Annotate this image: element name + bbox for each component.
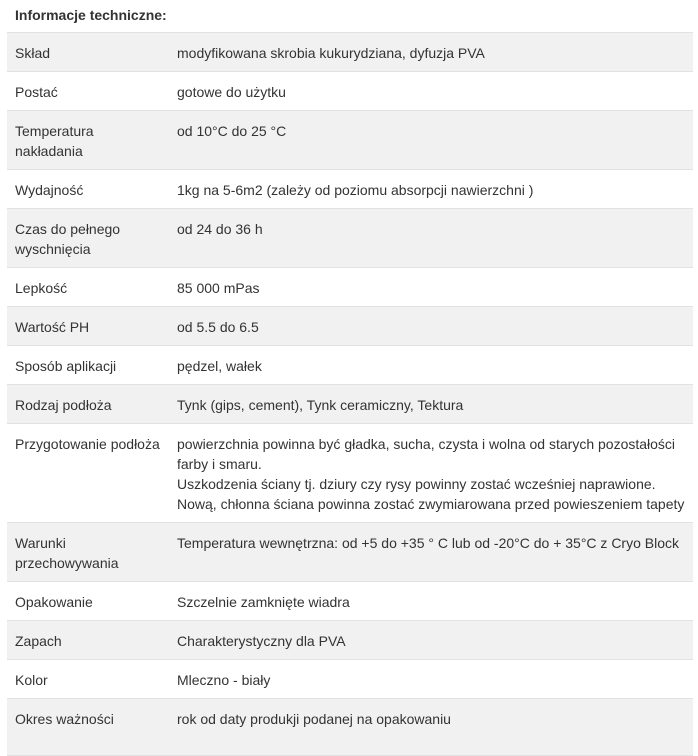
spec-label: Okres ważności bbox=[7, 699, 169, 756]
spec-value-line: pędzel, wałek bbox=[177, 358, 262, 374]
spec-label: Wartość PH bbox=[7, 307, 169, 346]
spec-value-line: od 24 do 36 h bbox=[177, 221, 263, 237]
spec-value-line: od 5.5 do 6.5 bbox=[177, 319, 259, 335]
spec-label: Przygotowanie podłoża bbox=[7, 424, 169, 523]
table-row bbox=[7, 209, 693, 268]
table-row bbox=[7, 621, 693, 660]
spec-label: Zapach bbox=[7, 621, 169, 660]
spec-label: Skład bbox=[7, 33, 169, 72]
table-row bbox=[7, 582, 693, 621]
table-row bbox=[7, 699, 693, 756]
spec-value-line: modyfikowana skrobia kukurydziana, dyfuzja PVA bbox=[177, 45, 485, 61]
technical-info-section bbox=[7, 0, 693, 756]
spec-value-line: Mleczno - biały bbox=[177, 672, 271, 688]
spec-value bbox=[169, 111, 693, 170]
spec-value-line: 85 000 mPas bbox=[177, 280, 260, 296]
spec-value bbox=[169, 660, 693, 699]
spec-value-line: 1kg na 5-6m2 (zależy od poziomu absorpcji nawierzchni ) bbox=[177, 182, 534, 198]
spec-value bbox=[169, 523, 693, 582]
table-row bbox=[7, 424, 693, 523]
spec-value bbox=[169, 385, 693, 424]
table-row bbox=[7, 72, 693, 111]
table-row bbox=[7, 170, 693, 209]
spec-label: Sposób aplikacji bbox=[7, 346, 169, 385]
spec-value bbox=[169, 582, 693, 621]
table-row bbox=[7, 385, 693, 424]
spec-value-line: Charakterystyczny dla PVA bbox=[177, 633, 346, 649]
spec-value bbox=[169, 621, 693, 660]
spec-value bbox=[169, 699, 693, 756]
spec-label: Czas do pełnego wyschnięcia bbox=[7, 209, 169, 268]
spec-table-body bbox=[7, 33, 693, 756]
spec-label: Rodzaj podłoża bbox=[7, 385, 169, 424]
table-row bbox=[7, 111, 693, 170]
spec-value-line: Szczelnie zamknięte wiadra bbox=[177, 594, 350, 610]
spec-table bbox=[7, 33, 693, 756]
table-row bbox=[7, 307, 693, 346]
spec-value bbox=[169, 33, 693, 72]
table-row bbox=[7, 523, 693, 582]
spec-label: Postać bbox=[7, 72, 169, 111]
spec-value bbox=[169, 209, 693, 268]
spec-label: Kolor bbox=[7, 660, 169, 699]
spec-label: Lepkość bbox=[7, 268, 169, 307]
spec-label: Opakowanie bbox=[7, 582, 169, 621]
spec-value bbox=[169, 170, 693, 209]
spec-value-line: powierzchnia powinna być gładka, sucha, czysta i wolna od starych pozostałości farby i smaru. bbox=[177, 436, 676, 472]
spec-value-line: Uszkodzenia ściany tj. dziury czy rysy powinny zostać wcześniej naprawione. Nową, chłonna ściana powinna zostać zwymiarowana przed powieszeniem tapety bbox=[177, 476, 685, 512]
section-title: Informacje techniczne: bbox=[7, 0, 693, 33]
spec-value bbox=[169, 307, 693, 346]
spec-value bbox=[169, 72, 693, 111]
spec-label: Wydajność bbox=[7, 170, 169, 209]
spec-value-line: gotowe do użytku bbox=[177, 84, 286, 100]
spec-value bbox=[169, 424, 693, 523]
table-row bbox=[7, 346, 693, 385]
table-row bbox=[7, 268, 693, 307]
spec-value-line: Temperatura wewnętrzna: od +5 do +35 ° C lub od -20°C do + 35°C z Cryo Block bbox=[177, 535, 680, 551]
table-row bbox=[7, 33, 693, 72]
spec-label: Warunki przechowywania bbox=[7, 523, 169, 582]
spec-label: Temperatura nakładania bbox=[7, 111, 169, 170]
spec-value-line: rok od daty produkji podanej na opakowaniu bbox=[177, 711, 451, 727]
spec-value-line: od 10°C do 25 °C bbox=[177, 123, 287, 139]
table-row bbox=[7, 660, 693, 699]
spec-value bbox=[169, 268, 693, 307]
spec-value bbox=[169, 346, 693, 385]
spec-value-line: Tynk (gips, cement), Tynk ceramiczny, Tektura bbox=[177, 397, 464, 413]
